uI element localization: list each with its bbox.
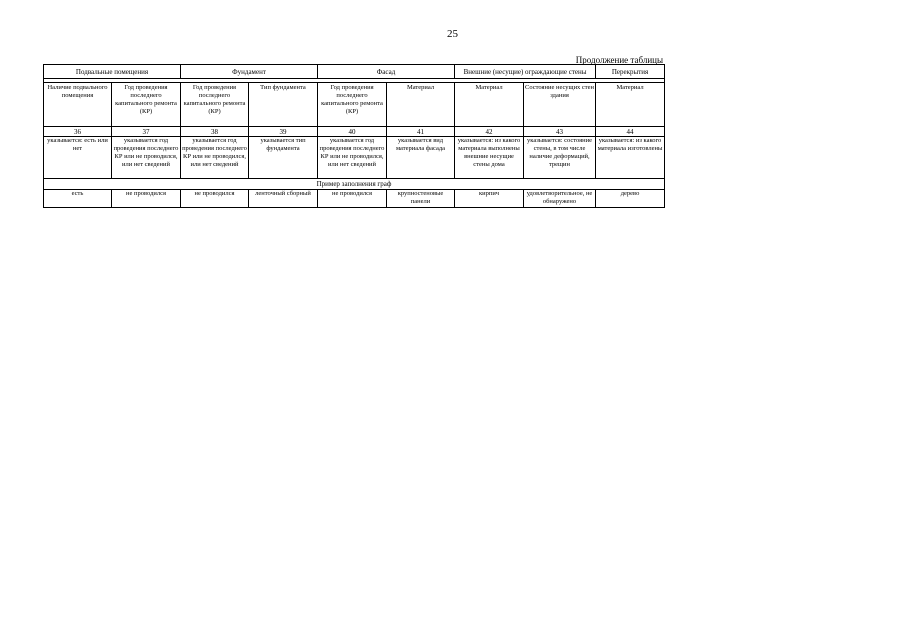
group-header-cell: Перекрытия (596, 65, 665, 79)
column-header-cell: Материал (455, 83, 524, 127)
group-header-row (44, 65, 665, 79)
example-values-row (44, 190, 665, 208)
column-number-cell: 42 (455, 127, 524, 137)
column-header-cell: Состояние несущих стен здания (524, 83, 596, 127)
column-number-cell: 36 (44, 127, 112, 137)
column-number-cell: 39 (249, 127, 318, 137)
column-header-cell: Год проведения последнего капитального ремонта (КР) (318, 83, 387, 127)
column-header-cell: Наличие подвального помещения (44, 83, 112, 127)
group-header-cell: Фасад (318, 65, 455, 79)
column-header-cell: Год проведения последнего капитального ремонта (КР) (181, 83, 249, 127)
example-value-cell: ленточный сборный (249, 190, 318, 208)
example-label-cell: Пример заполнения граф (44, 179, 665, 190)
group-header-cell: Фундамент (181, 65, 318, 79)
example-value-cell: крупностеновые панели (387, 190, 455, 208)
description-cell: указывается: из какого материала изготовлены (596, 137, 665, 179)
column-number-cell: 37 (112, 127, 181, 137)
description-cell: указывается год проведения последнего КР или не проводился, или нет сведений (318, 137, 387, 179)
example-value-cell: удовлетворительное, не обнаружено (524, 190, 596, 208)
group-header-cell: Внешние (несущие) ограждающие стены (455, 65, 596, 79)
description-cell: указывается вид материала фасада (387, 137, 455, 179)
description-cell: указывается год проведения последнего КР или не проводился, или нет сведений (181, 137, 249, 179)
description-cell: указывается тип фундамента (249, 137, 318, 179)
description-cell: указывается год проведения последнего КР или не проводился, или нет сведений (112, 137, 181, 179)
group-header-cell: Подвальные помещения (44, 65, 181, 79)
column-number-cell: 38 (181, 127, 249, 137)
example-label-row (44, 179, 665, 190)
page-number: 25 (447, 28, 458, 40)
column-header-cell: Год проведения последнего капитального ремонта (КР) (112, 83, 181, 127)
column-header-cell: Тип фундамента (249, 83, 318, 127)
description-cell: указывается: есть или нет (44, 137, 112, 179)
data-table (43, 64, 665, 208)
column-header-cell: Материал (596, 83, 665, 127)
example-value-cell: кирпич (455, 190, 524, 208)
example-value-cell: не проводился (181, 190, 249, 208)
example-value-cell: есть (44, 190, 112, 208)
column-number-cell: 43 (524, 127, 596, 137)
example-value-cell: не проводился (112, 190, 181, 208)
column-number-row (44, 127, 665, 137)
example-value-cell: не проводился (318, 190, 387, 208)
example-value-cell: дерево (596, 190, 665, 208)
description-cell: указывается: из какого материала выполнены внешние несущие стены дома (455, 137, 524, 179)
column-number-cell: 44 (596, 127, 665, 137)
continuation-label: Продолжение таблицы (575, 55, 663, 65)
column-number-cell: 41 (387, 127, 455, 137)
description-row (44, 137, 665, 179)
description-cell: указывается: состояние стены, в том числе наличие деформаций, трещин (524, 137, 596, 179)
column-number-cell: 40 (318, 127, 387, 137)
column-header-row (44, 83, 665, 127)
column-header-cell: Материал (387, 83, 455, 127)
